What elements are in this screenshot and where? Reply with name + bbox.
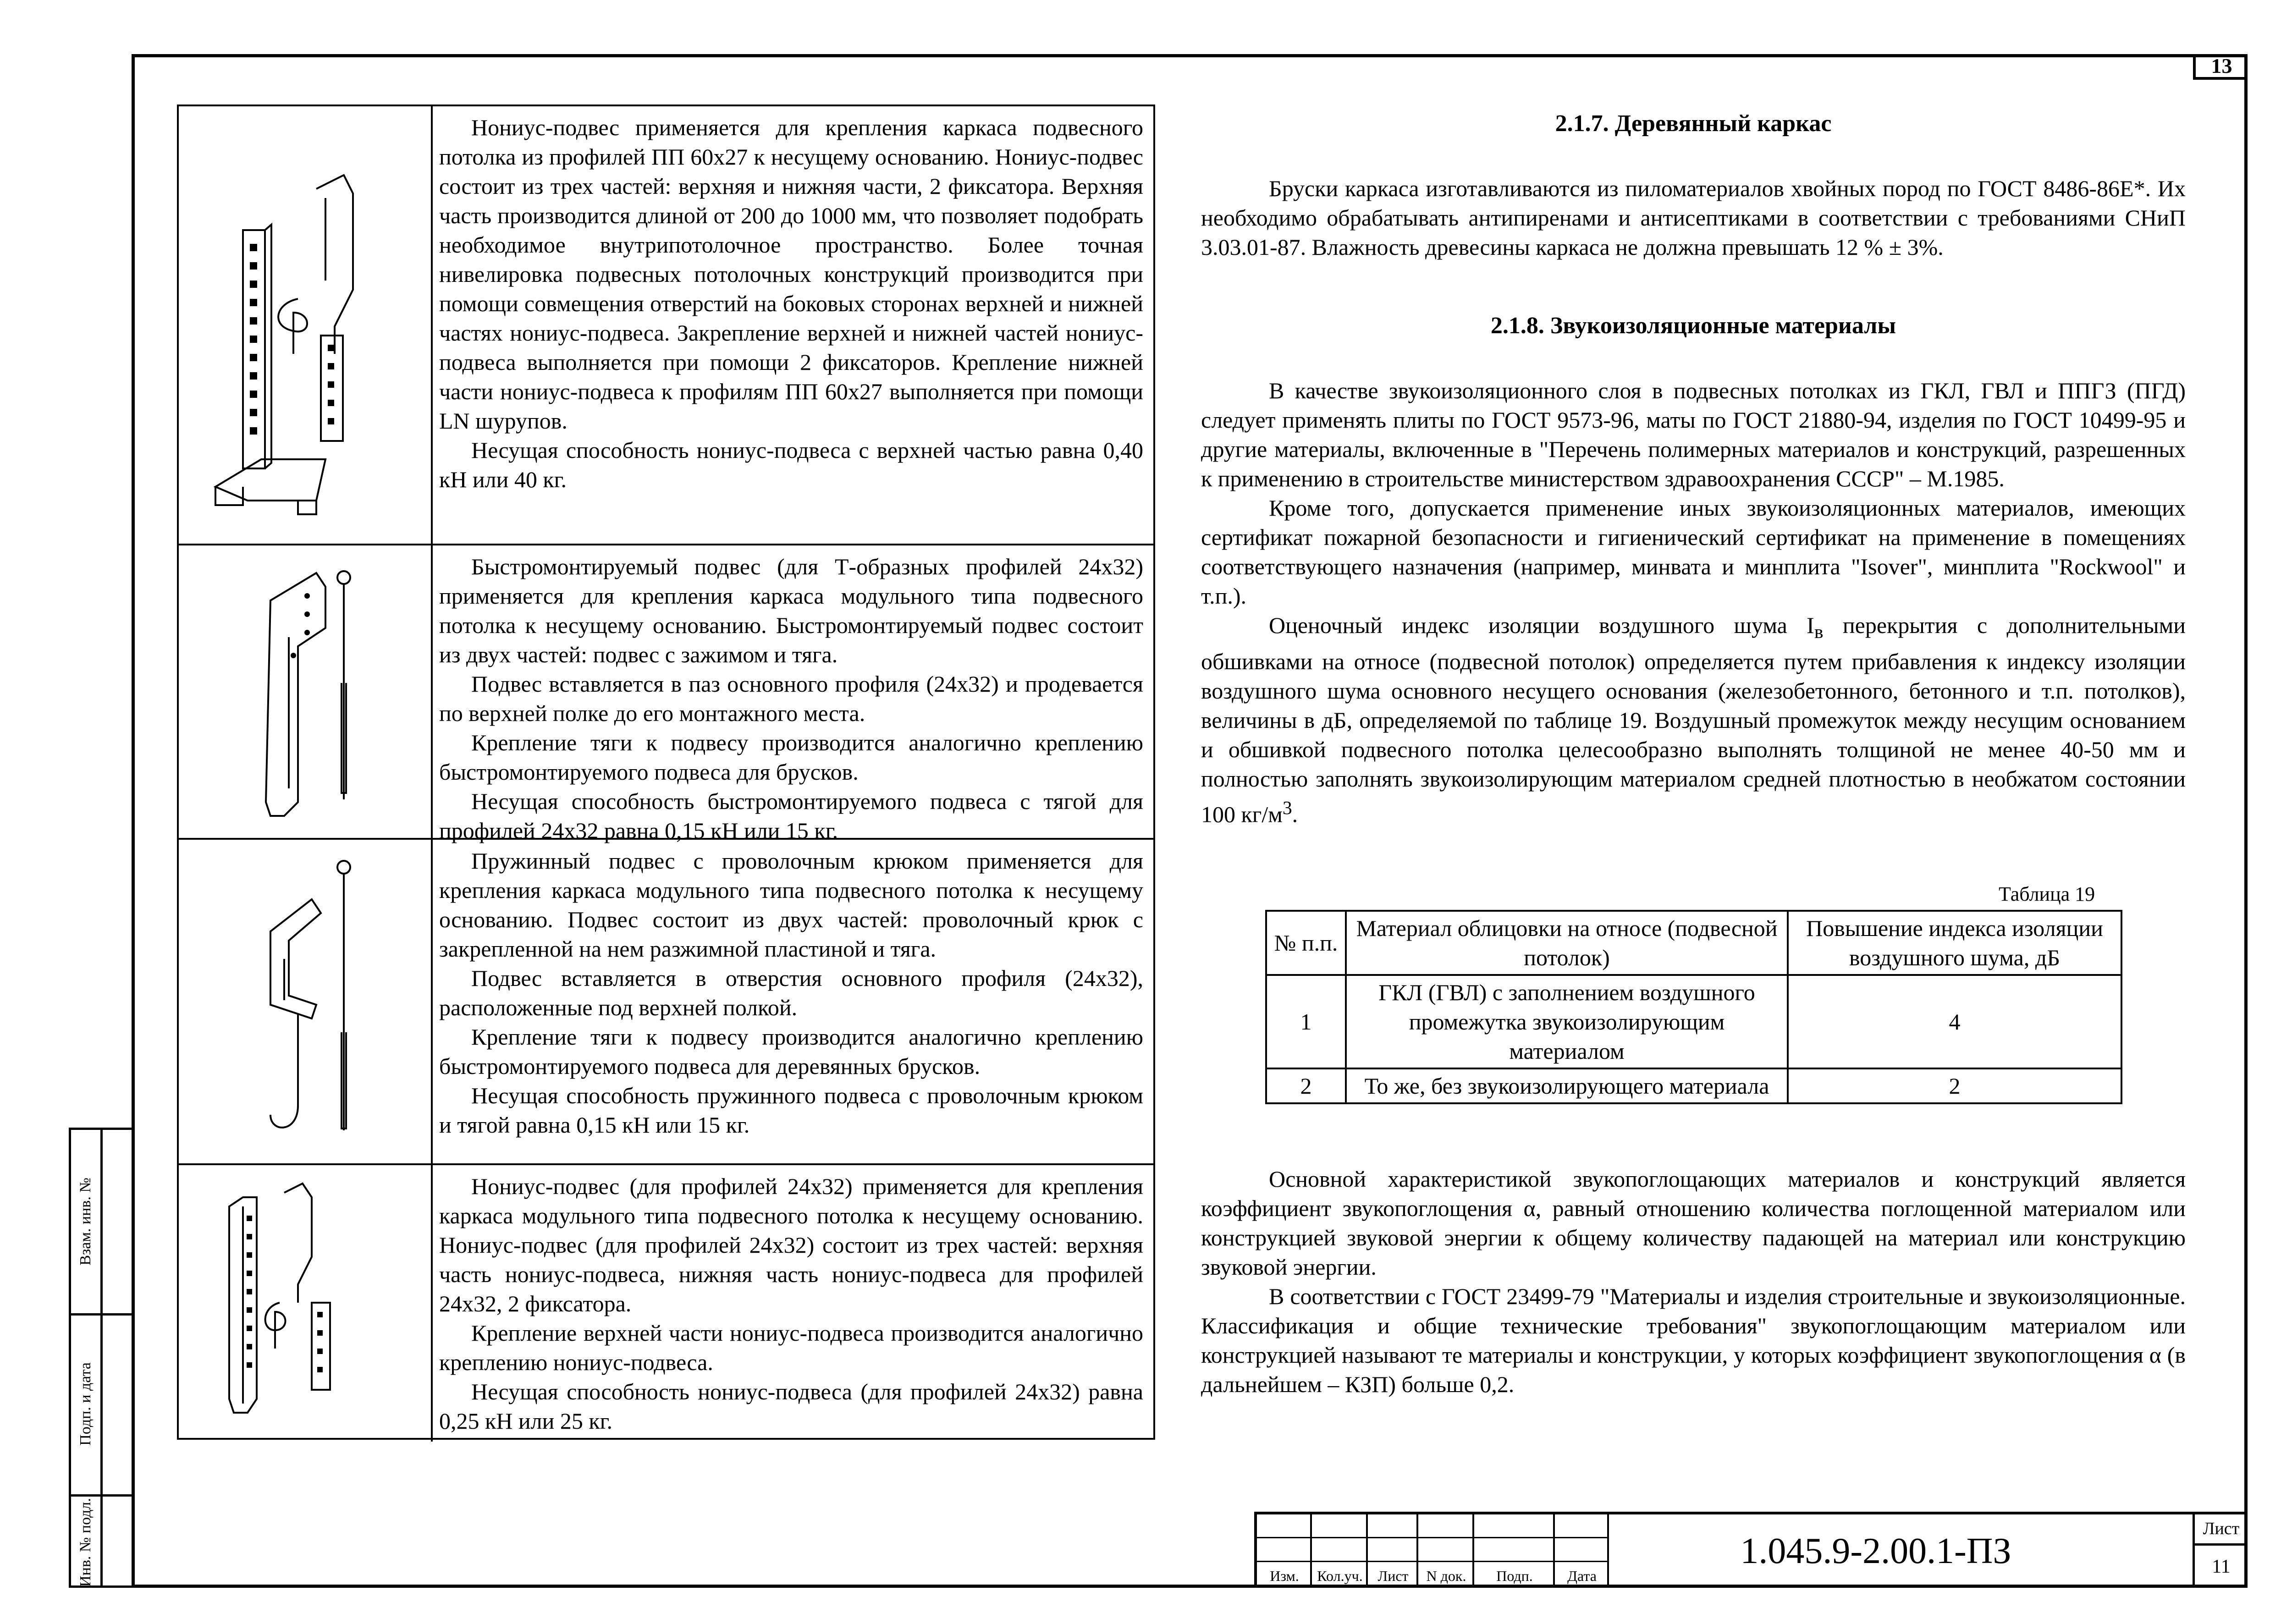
table-19 [1265, 910, 2122, 1104]
table-cell: 2 [1266, 1068, 1346, 1103]
col-label: Подп. [1496, 1568, 1533, 1584]
paragraph: Нониус-подвес применяется для крепления каркаса подвесного потолка из профилей ПП 60х27 к несущему основанию. Нониус-подвес состоит из трех частей: верхняя и нижняя части, 2 фиксатора. Верхняя часть производится длиной от 200 до 1000 мм, что позволяет подобрать необходимое внутрипотолочное пространство. Более точная нивелировка подвесных потолочных конструкций производится при помощи совмещения отверстий на боковых сторонах верхней и нижней частях нониус-подвеса. Закрепление верхней и нижней частей нониус-подвеса выполняется при помощи 2 фиксаторов. Крепление нижней части нониус-подвеса к профилям ПП 60х27 выполняется при помощи LN шурупов. [439, 115, 1143, 434]
sheet-label: Лист [2193, 1514, 2248, 1546]
table-cell: То же, без звукоизолирующего материала [1346, 1068, 1788, 1103]
table-row [179, 106, 1153, 545]
table-cell: 2 [1788, 1068, 2121, 1103]
section-heading-wood-frame: 2.1.7. Деревянный каркас [1555, 110, 1832, 137]
paragraph: В качестве звукоизоляционного слоя в подвесных потолках из ГКЛ, ГВЛ и ППГЗ (ПГД) следует применять плиты по ГОСТ 9573-96, маты по ГОСТ 21880-94, изделия по ГОСТ 10499-95 и другие материалы, включенные в "Перечень полимерных материалов и конструкций, разрешенных к применению в строительстве министерством здравоохранения СССР" – М.1985. [1201, 378, 2186, 491]
paragraph: Подвес вставляется в отверстия основного профиля (24х32), расположенные под верхней полкой. [439, 965, 1143, 1020]
paragraph-part: перекрытия с дополнительными обшивками на относе (подвесной потолок) определяется путем прибавления к индексу изоляции воздушного шума основного несущего основания (железобетонного, бетонного и т.п. потолков), величины в дБ, определяемой по таблице 19. Воздушный промежуток между несущим основанием и обшивкой подвесного потолка целесообразно выполнять толщиной не менее 40-50 мм и полностью заполнять звукоизолирующим материалом средней плотностью в необжатом состоянии 100 кг/м [1201, 612, 2186, 827]
hangers-table [177, 105, 1155, 1440]
paragraph: Кроме того, допускается применение иных звукоизоляционных материалов, имеющих сертификат пожарной безопасности и гигиенический сертификат на применение в помещениях соответствующего назначения (например, минвата и минплита "Isover", минплита "Rockwool" и т.п.). [1201, 495, 2186, 609]
paragraph: Крепление тяги к подвесу производится аналогично креплению быстромонтируемого подвеса для брусков. [439, 730, 1143, 785]
subscript: в [1814, 622, 1824, 643]
table-cell: ГКЛ (ГВЛ) с заполнением воздушного промежутка звукоизолирующим материалом [1346, 975, 1788, 1068]
paragraph: Быстромонтируемый подвес (для Т-образных профилей 24х32) применяется для крепления каркаса модульного типа подвесного потолка к несущему основанию. Быстромонтируемый подвес состоит из двух частей: подвес с зажимом и тяга. [439, 554, 1143, 667]
page-number-top: 13 [2193, 54, 2248, 80]
col-label: Изм. [1270, 1568, 1299, 1584]
side-label-sign: Подп. и дата [77, 1362, 94, 1446]
table-row [179, 545, 1153, 843]
table-row-text [439, 113, 1143, 494]
paragraph-part: Оценочный индекс изоляции воздушного шума I [1269, 612, 1814, 638]
col-label: Дата [1567, 1568, 1597, 1584]
table-header-row [1266, 911, 2121, 975]
paragraph: Основной характеристикой звукопоглощающих материалов и конструкций является коэффициент звукопоглощения α, равный отношению количества поглощенной материалом или конструкцией звуковой энергии к общему количеству падающей на материал или конструкцию звуковой энергии. [1201, 1166, 2186, 1280]
grid-cell [1312, 1538, 1368, 1562]
table-cell: 4 [1788, 975, 2121, 1068]
grid-cell [1312, 1514, 1368, 1538]
paragraph: Крепление верхней части нониус-подвеса производится аналогично креплению нониус-подвеса. [439, 1320, 1143, 1375]
spring-hanger-drawing [179, 840, 431, 1165]
grid-cell [1555, 1538, 1609, 1562]
table-header-cell: Материал облицовки на относе (подвесной потолок) [1346, 911, 1788, 975]
side-label-inv: Инв. № подл. [77, 1498, 94, 1587]
table-row-text [439, 1172, 1143, 1436]
paragraph: Несущая способность нониус-подвеса с верхней частью равна 0,40 кН или 40 кг. [439, 437, 1143, 492]
side-stamp [69, 1128, 132, 1588]
paragraph: Бруски каркаса изготавливаются из пиломатериалов хвойных пород по ГОСТ 8486-86Е*. Их необходимо обрабатывать антипиренами и антисептиками в соответствии с требованиями СНиП 3.03.01-87. Влажность древесины каркаса не должна превышать 12 % ± 3%. [1201, 176, 2186, 260]
col-label: Лист [1377, 1568, 1409, 1584]
nonius-24x32-drawing [179, 1165, 431, 1442]
paragraph-index [1201, 611, 2186, 829]
col-label: N док. [1426, 1568, 1466, 1584]
section-heading-soundproofing: 2.1.8. Звукоизоляционные материалы [1490, 313, 1896, 339]
table-row-text [439, 846, 1143, 1140]
grid-cell [1368, 1514, 1418, 1538]
title-block [1254, 1512, 2248, 1588]
grid-cell [1474, 1514, 1555, 1538]
grid-cell [1555, 1514, 1609, 1538]
grid-cell [1368, 1538, 1418, 1562]
table-row [179, 1165, 1153, 1442]
table-header-cell: Повышение индекса изоляции воздушного шума, дБ [1788, 911, 2121, 975]
paragraph: Подвес вставляется в паз основного профиля (24х32) и продевается по верхней полке до его монтажного места. [439, 671, 1143, 726]
right-column [1201, 105, 2186, 829]
paragraph: Несущая способность пружинного подвеса с проволочным крюком и тягой равна 0,15 кН или 15 кг. [439, 1083, 1143, 1138]
nonius-hanger-figure [179, 106, 433, 544]
table-row [1266, 975, 2121, 1068]
nonius-hanger-drawing [179, 106, 431, 545]
superscript: 3 [1282, 798, 1292, 819]
col-label: Кол.уч. [1317, 1568, 1363, 1584]
table-header-cell: № п.п. [1266, 911, 1346, 975]
paragraph: В соответствии с ГОСТ 23499-79 "Материалы и изделия строительные и звукоизоляционные. Классификация и общие технические требования" звукопоглощающим материалом или конструкцией называют те материалы и конструкции, у которых коэффициент звукопоглощения α (в дальнейшем – КЗП) больше 0,2. [1201, 1283, 2186, 1397]
document-code: 1.045.9-2.00.1-ПЗ [1740, 1530, 2011, 1571]
paragraph: Пружинный подвес с проволочным крюком применяется для крепления каркаса модульного типа подвесного потолка к несущему основанию. Подвес состоит из двух частей: проволочный крюк с закрепленной на нем разжимной пластиной и тяга. [439, 848, 1143, 962]
quick-hanger-drawing [179, 545, 431, 840]
side-label-replace: Взам. инв. № [77, 1178, 94, 1266]
paragraph: Несущая способность быстромонтируемого подвеса с тягой для профилей 24х32 равна 0,15 кН или 15 кг. [439, 788, 1143, 843]
grid-cell [1257, 1514, 1312, 1538]
paragraph-part: . [1292, 801, 1298, 827]
table-row-text [439, 552, 1143, 845]
sheet-number: 11 [2193, 1546, 2248, 1588]
quick-hanger-figure [179, 545, 433, 838]
table-row [179, 840, 1153, 1165]
paragraph: Нониус-подвес (для профилей 24х32) применяется для крепления каркаса модульного типа подвесного потолка к несущему основанию. Нониус-подвес (для профилей 24х32) состоит из трех частей: верхняя часть нониус-подвеса, нижняя часть нониус-подвеса для профилей 24х32, 2 фиксатора. [439, 1173, 1143, 1316]
table-cell: 1 [1266, 975, 1346, 1068]
paragraph: Несущая способность нониус-подвеса (для профилей 24х32) равна 0,25 кН или 25 кг. [439, 1379, 1143, 1434]
table-caption: Таблица 19 [1999, 883, 2095, 905]
grid-cell [1257, 1538, 1312, 1562]
paragraph: Крепление тяги к подвесу производится аналогично креплению быстромонтируемого подвеса для деревянных брусков. [439, 1024, 1143, 1079]
grid-cell [1418, 1514, 1474, 1538]
nonius-24x32-figure [179, 1165, 433, 1442]
spring-hanger-figure [179, 840, 433, 1163]
grid-cell [1418, 1538, 1474, 1562]
right-column-bottom [1201, 1164, 2186, 1399]
table-row [1266, 1068, 2121, 1103]
grid-cell [1474, 1538, 1555, 1562]
